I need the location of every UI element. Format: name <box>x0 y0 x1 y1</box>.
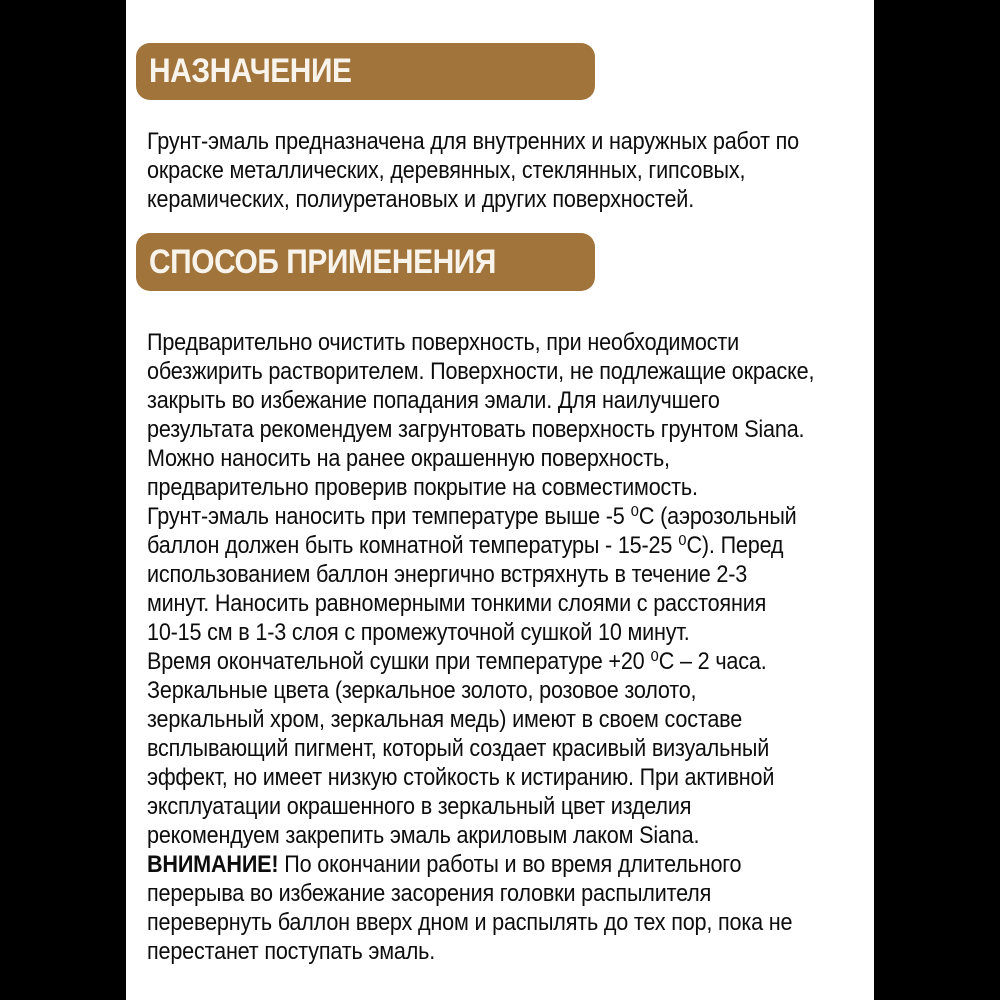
section-header-purpose <box>136 43 595 100</box>
application-text-block <box>147 328 874 966</box>
text-line: баллон должен быть комнатной температуры - 15-25 ⁰С). Перед <box>147 532 784 559</box>
text-line: использованием баллон энергично встряхнуть в течение 2-3 <box>147 561 748 588</box>
text-line: результата рекомендуем загрунтовать поверхность грунтом Siana. <box>147 416 805 443</box>
warning-label: ВНИМАНИЕ! <box>147 851 279 878</box>
text-line: эксплуатации окрашенного в зеркальный цвет изделия <box>147 793 692 820</box>
text-line: Предварительно очистить поверхность, при необходимости <box>147 329 739 356</box>
left-black-bar <box>0 0 126 1000</box>
text-line: 10-15 см в 1-3 слоя с промежуточной сушкой 10 минут. <box>147 619 690 646</box>
text-line: перевернуть баллон вверх дном и распылять до тех пор, пока не <box>147 909 793 936</box>
text-line: всплывающий пигмент, который создает красивый визуальный <box>147 735 770 762</box>
section-header-application <box>136 233 595 291</box>
text-line: зеркальный хром, зеркальная медь) имеют в своем составе <box>147 706 743 733</box>
content-panel <box>126 0 874 1000</box>
text-line: Грунт-эмаль предназначена для внутренних и наружных работ по <box>147 128 799 155</box>
section-title-application: СПОСОБ ПРИМЕНЕНИЯ <box>149 242 496 281</box>
text-line: закрыть во избежание попадания эмали. Для наилучшего <box>147 387 720 414</box>
text-line: эффект, но имеет низкую стойкость к истиранию. При активной <box>147 764 775 791</box>
text-line: Можно наносить на ранее окрашенную поверхность, <box>147 445 670 472</box>
text-line: окраске металлических, деревянных, стеклянных, гипсовых, <box>147 157 746 184</box>
text-line: перерыва во избежание засорения головки распылителя <box>147 880 712 907</box>
right-black-bar <box>874 0 1000 1000</box>
text-line: обезжирить растворителем. Поверхности, не подлежащие окраске, <box>147 358 815 385</box>
text-line: Грунт-эмаль наносить при температуре выше -5 ⁰С (аэрозольный <box>147 503 797 530</box>
text-line: перестанет поступать эмаль. <box>147 938 436 965</box>
text-line: керамических, полиуретановых и других поверхностей. <box>147 186 695 213</box>
text-line: Зеркальные цвета (зеркальное золото, розовое золото, <box>147 677 697 704</box>
text-line: предварительно проверив покрытие на совместимость. <box>147 474 698 501</box>
text-line: ВНИМАНИЕ! По окончании работы и во время длительного <box>147 851 742 878</box>
purpose-text-block <box>147 127 874 214</box>
text-line: минут. Наносить равномерными тонкими слоями с расстояния <box>147 590 767 617</box>
text-line: рекомендуем закрепить эмаль акриловым лаком Siana. <box>147 822 700 849</box>
text-line: Время окончательной сушки при температуре +20 ⁰С – 2 часа. <box>147 648 767 675</box>
section-title-purpose: НАЗНАЧЕНИЕ <box>149 52 352 90</box>
